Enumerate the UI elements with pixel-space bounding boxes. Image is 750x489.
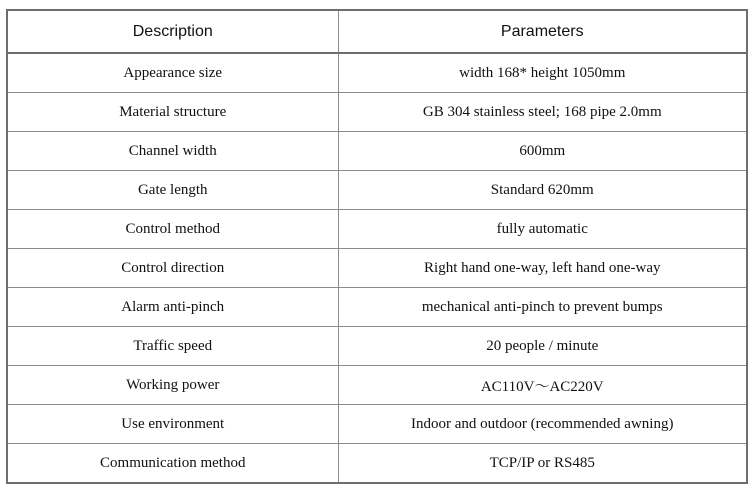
description-cell: Gate length: [7, 171, 338, 210]
description-cell: Traffic speed: [7, 327, 338, 366]
parameter-cell: fully automatic: [338, 210, 747, 249]
description-cell: Appearance size: [7, 53, 338, 93]
parameter-cell: 600mm: [338, 132, 747, 171]
description-cell: Working power: [7, 366, 338, 405]
parameter-cell: 20 people / minute: [338, 327, 747, 366]
header-row: [7, 10, 747, 53]
column-header-parameters: Parameters: [338, 10, 747, 53]
parameter-cell: Right hand one-way, left hand one-way: [338, 249, 747, 288]
parameter-cell: TCP/IP or RS485: [338, 444, 747, 484]
description-cell: Use environment: [7, 405, 338, 444]
description-cell: Alarm anti-pinch: [7, 288, 338, 327]
table-row: [7, 93, 747, 132]
table-row: [7, 444, 747, 484]
description-cell: Material structure: [7, 93, 338, 132]
table-row: [7, 327, 747, 366]
table-row: [7, 53, 747, 93]
parameter-cell: AC110V〜AC220V: [338, 366, 747, 405]
description-cell: Channel width: [7, 132, 338, 171]
column-header-description: Description: [7, 10, 338, 53]
table-row: [7, 366, 747, 405]
parameter-cell: Indoor and outdoor (recommended awning): [338, 405, 747, 444]
description-cell: Communication method: [7, 444, 338, 484]
parameter-cell: GB 304 stainless steel; 168 pipe 2.0mm: [338, 93, 747, 132]
description-cell: Control direction: [7, 249, 338, 288]
spec-table: [6, 9, 748, 484]
parameter-cell: Standard 620mm: [338, 171, 747, 210]
table-row: [7, 210, 747, 249]
parameter-cell: width 168* height 1050mm: [338, 53, 747, 93]
description-cell: Control method: [7, 210, 338, 249]
parameter-cell: mechanical anti-pinch to prevent bumps: [338, 288, 747, 327]
table-row: [7, 405, 747, 444]
table-row: [7, 249, 747, 288]
table-row: [7, 171, 747, 210]
table-row: [7, 132, 747, 171]
table-row: [7, 288, 747, 327]
